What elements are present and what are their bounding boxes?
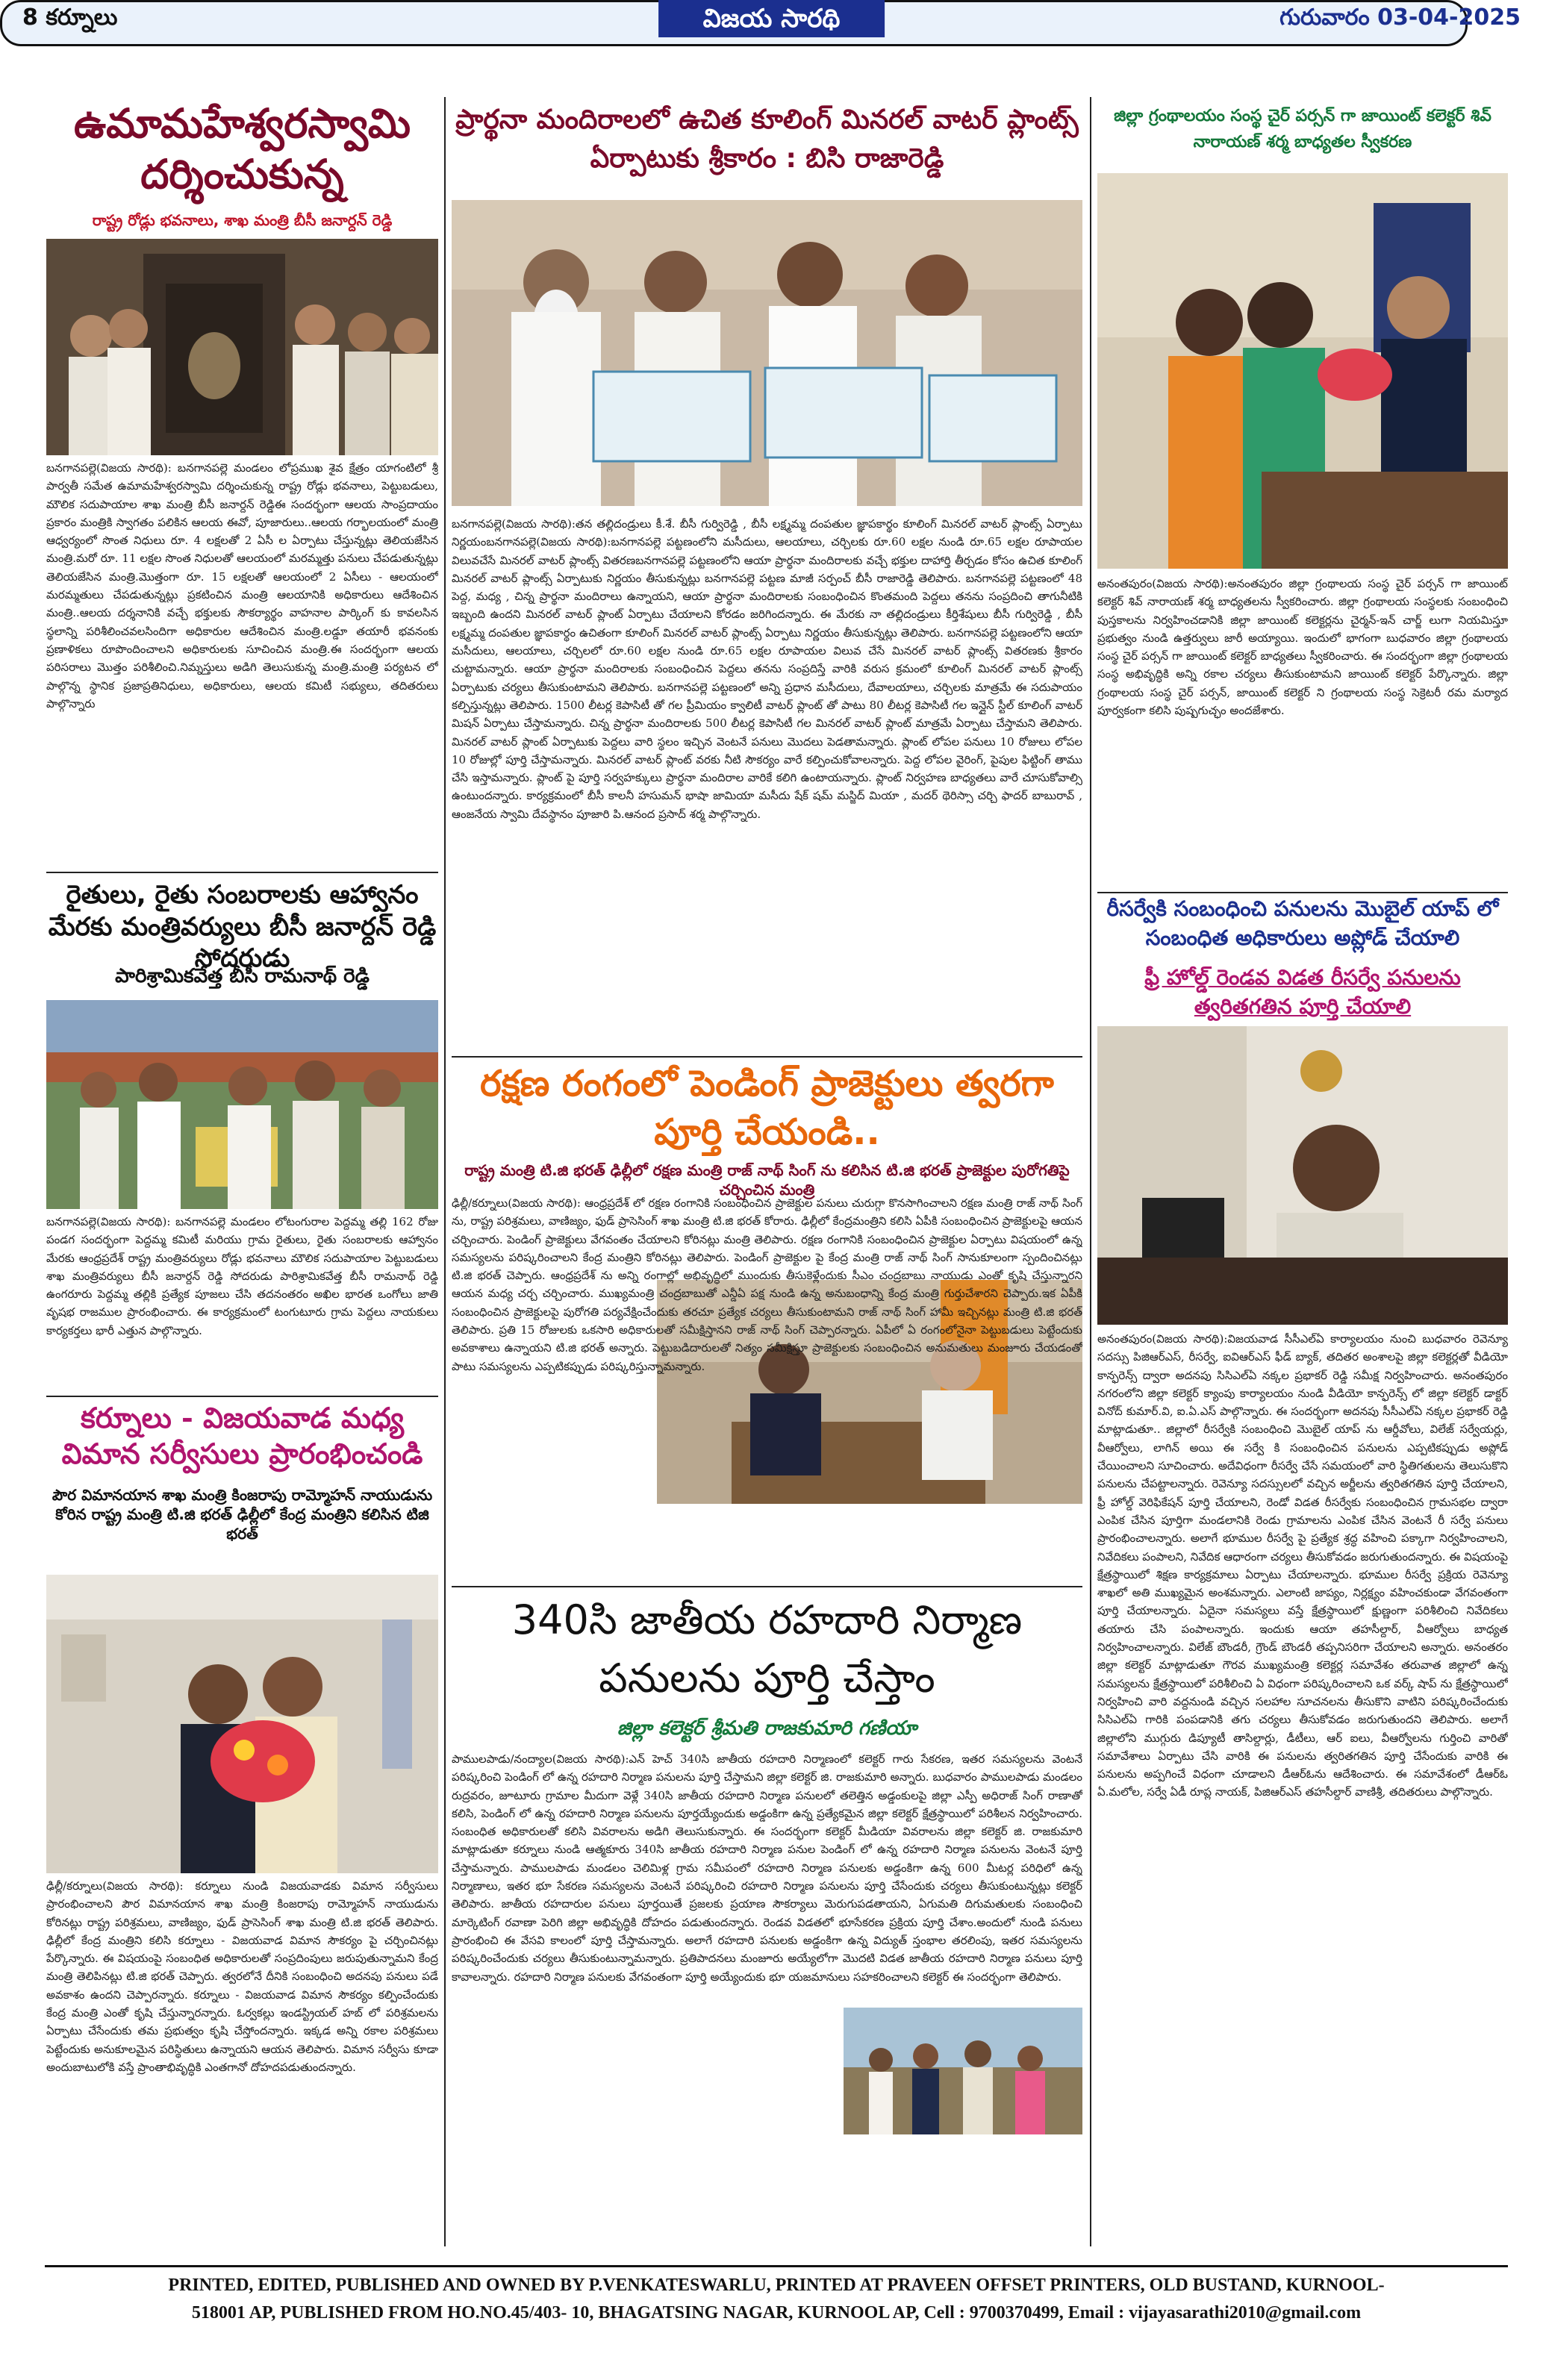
headline-a5: రక్షణ రంగంలో పెండింగ్ ప్రాజెక్టులు త్వరగా పూర్తి చేయండి..: [480, 1063, 1054, 1153]
paper-name: విజయ సారథి: [658, 0, 885, 37]
column-rule: [444, 97, 446, 2246]
subhead-a8: ఫ్రీ హోల్డ్ రెండవ విడత రీసర్వే పనులను త్వరితగతిన పూర్తి చేయాలి: [1144, 965, 1461, 1019]
subhead-a5: రాష్ట్ర మంత్రి టి.జి భరత్ ఢిల్లీలో రక్షణ మంత్రి రాజ్ నాథ్ సింగ్ ను కలిసిన టి.జి భరత్ ప్రాజెక్టుల పురోగతిపై చర్చించిన మంత్రి: [464, 1161, 1070, 1199]
collector-video-conference-photo: [1097, 1026, 1508, 1325]
column-rule: [1090, 97, 1091, 2246]
body-a1: బనగానపల్లె(విజయ సారథి): బనగానపల్లె మండలం లోప్రముఖ శైవ క్షేత్రం యాగంటిలో శ్రీ పార్వతీ సమేత ఉమామహేశ్వరస్వామి దర్శించుకున్న రాష్ట్ర రోడ్లు భవనాలు, పెట్టుబడులు, మౌలిక సదుపాయాల శాఖ మంత్రి బీసీ జనార్దన్ రెడ్డిఈ సందర్భంగా ఆలయ సాంప్రదాయం ప్రకారం మంత్రికి స్వాగతం పలికిన ఆలయ ఈవో, పూజారులు..ఆలయ గర్భాలయంలో మంత్రి ఆధ్వర్యంలో సొంత నిధులు రూ. 4 లక్షలతో 2 ఏసీ ల ఏర్పాటు చేస్తున్నట్లు తెలియజేసిన మంత్రి.మరో రూ. 11 లక్షల సొంత నిధులతో ఆలయంలో మరమ్మత్తు పనులు చేపడుతున్నట్లు తెలియజేసిన మంత్రి.మొత్తంగా రూ. 15 లక్షలతో ఆలయంలో 2 ఏసీలు - ఆలయంలో మరమ్మతులు చేపడుతున్నట్లు ప్రకటించిన మంత్రి ఆలయానికి అధికారులు ఆదేశించిన మంత్రి..ఆలయ దర్శనానికి వచ్చే భక్తులకు సౌకర్యార్థం వాహనాల పార్కింగ్ కు కావలసిన స్థలాన్ని పరిశీలించవలసిందిగా అధికారుల ఆదేశించిన మంత్రి.లడ్డూ తయారీ భవనంకు ప్రణాళికలు రూపొందించాలని అధికారులకు సూచించిన మంత్రి.ఈ సందర్భంగా ఆలయ పరిసరాలు మొత్తం పరిశీలించి.నిమ్నస్తులు అడిగి తెలుసుకున్న మంత్రి.మంత్రి పర్యటన లో పాల్గొన్న స్థానిక ప్రజాప్రతినిధులు, అధికారులు, ఆలయ కమిటీ సభ్యులు, తదితరులు పాల్గొన్నారు: [46, 461, 438, 710]
library-chairperson-photo: [1097, 173, 1508, 569]
headline-a2: రైతులు, రైతు సంబరాలకు ఆహ్వానం మేరకు మంత్రివర్యులు బీసీ జనార్దన్ రెడ్డి సోదరుడు: [48, 880, 437, 973]
issue-date: గురువారం 03-04-2025: [1279, 4, 1521, 31]
body-a7: అనంతపురం(విజయ సారథి):అనంతపురం జిల్లా గ్రంథాలయ సంస్థ చైర్ పర్సన్ గా జాయింట్ కలెక్టర్ శివ్ నారాయణ్ శర్మ బాధ్యతలను స్వీకరించారు. జిల్లా గ్రంథాలయ సంస్థలకు సంబంధించి పుస్తకాలను నిర్వహించడానికి జిల్లా జాయింట్ కలెక్టర్లను చైర్మన్-ఇన్ చార్జ్ లుగా నియమిస్తూ ప్రభుత్వం నుండి ఉత్తర్వులు జారీ అయ్యాయి. ఇందులో భాగంగా బుధవారం జిల్లా గ్రంథాలయ సంస్థ చైర్ పర్సన్ గా జాయింట్ కలెక్టర్ బాధ్యతలు స్వీకరించారు. ఈ సందర్భంగా జిల్లా గ్రంథాలయ సంస్థ అభివృద్ధికి అన్ని రకాల చర్యలు తీసుకుంటామని జాయింట్ కలెక్టర్ పేర్కొన్నారు. జిల్లా గ్రంథాలయ సంస్థ చైర్ పర్సన్, జాయింట్ కలెక్టర్ ని గ్రంథాలయ సంస్థ సెక్రెటరీ రమ మర్యాద పూర్వకంగా కలిసి పుష్పగుచ్ఛం అందజేశారు.: [1097, 577, 1508, 718]
body-a2: బనగానపల్లె(విజయ సారథి): బనగానపల్లె మండలం లోటంగురాల పెద్దమ్మ తల్లి 162 రోజు పండగ సందర్భంగా పెద్దమ్మ కమిటీ మరియు గ్రామ రైతులు, రైతు సంబరాలకు ఆహ్వానం మేరకు ఆంధ్రప్రదేశ్ రాష్ట్ర మంత్రివర్యులు రోడ్లు భవనాలు మౌలిక సదుపాయాల పెట్టుబడులు శాఖ మంత్రివర్యులు బీసీ జనార్దన్ రెడ్డి సోదరుడు పారిశ్రామికవేత్త బీసీ రామనాథ్ రెడ్డి ఉంగరూరు పెద్దమ్మ తల్లికి ప్రత్యేక పూజలు చేసి తదనంతరం అఖిల భారత ఒంగోలు జాతి వృషభ రాజముల ప్రారంభించారు. ఈ కార్యక్రమంలో టంగుటూరు గ్రామ పెద్దలు నాయకులు కార్యకర్తలు భారీ ఎత్తున పాల్గొన్నారు.: [46, 1215, 438, 1337]
headline-a1: ఉమామహేశ్వరస్వామి దర్శించుకున్న: [74, 99, 411, 198]
body-a5: ఢిల్లీ/కర్నూలు(విజయ సారథి): ఆంధ్రప్రదేశ్ లో రక్షణ రంగానికి సంబంధించిన ప్రాజెక్టుల పనులు చురుగ్గా కొనసాగించాలని రక్షణ మంత్రి రాజ్ నాథ్ సింగ్ ను, రాష్ట్ర పరిశ్రమలు, వాణిజ్యం, ఫుడ్ ప్రాసెసింగ్ శాఖ మంత్రి టి.జి భరత్ కోరారు. ఢిల్లీలో కేంద్రమంత్రిని కలిసి ఏపీకి సంబంధించిన ప్రాజెక్టులపై ఆయన చర్చించారు. పెండింగ్ ప్రాజెక్టులు వేగవంతం చేయాలని కోరినట్లు మంత్రి తెలిపారు. రక్షణ రంగానికి సంబంధించిన ప్రాజెక్టుల ఏర్పాటు విషయంలో ఉన్న సమస్యలను పరిష్కరించాలని కేంద్ర మంత్రిని కోరినట్లు తెలిపారు. పెండింగ్ ప్రాజెక్టుల పై కేంద్ర మంత్రి రాజ్ నాథ్ సింగ్ సానుకూలంగా స్పందించినట్లు టి.జి భరత్ చెప్పారు. ఆంధ్రప్రదేశ్ ను అన్ని రంగాల్లో అభివృద్ధిలో ముందుకు తీసుకెళ్లేందుకు సీఎం చంద్రబాబు నాయుడు ఎంతో కృషి చేస్తున్నారని ఆయన మధ్య చర్చ చర్చించారు. ముఖ్యమంత్రి చంద్రబాబుతో ఎన్డీఏ పక్ష నుండి ఉన్న అనుబంధాన్ని కేంద్ర మంత్రి గుర్తుచేశారని చెప్పారు.ఇక ఏపీకి సంబంధించిన ప్రాజెక్టులపై పురోగతి పర్యవేక్షించేందుకు తరచూ ప్రత్యేక చర్యలు తీసుకుంటామని రాజ్ నాథ్ సింగ్ హామీ ఇచ్చినట్లు మంత్రి టి.జి భరత్ తెలిపారు. ప్రతి 15 రోజులకు ఒకసారి అధికారులతో సమీక్షిస్తానని రాజ్ నాథ్ సింగ్ చెప్పారన్నారు. ఏపీలో ఏ రంగంలోనైనా పెట్టుబడులు పెట్టేందుకు అవకాశాలు ఉన్నాయని టి.జి భరత్ అన్నారు. పెట్టుబడిదారులతో నిత్యం సమీక్షిస్తూ ప్రాజెక్టులకు సంబంధించిన అనుమతులు మంజూరు చేయడంతో పాటు సమస్యలను ఎప్పటికప్పుడు పరిష్కరిస్తున్నామన్నారు.: [452, 1196, 1082, 1373]
imprint-line-1: PRINTED, EDITED, PUBLISHED AND OWNED BY P.VENKATESWARLU, PRINTED AT PRAVEEN OFFSET PRINTERS, OLD BUSTAND, KURNOOL-: [168, 2276, 1385, 2295]
subhead-a1: రాష్ట్ర రోడ్లు భవనాలు, శాఖ మంత్రి బీసీ జనార్దన్ రెడ్డి: [92, 211, 393, 229]
water-plant-launch-photo: [452, 200, 1082, 506]
body-a3: ఢిల్లీ/కర్నూలు(విజయ సారథి): కర్నూలు నుండి విజయవాడకు విమాన సర్వీసులు ప్రారంభించాలని పౌర విమానయాన శాఖ మంత్రి కింజరాపు రామ్మోహన్ నాయుడును కోరినట్లు రాష్ట్ర పరిశ్రమలు, వాణిజ్యం, ఫుడ్ ప్రాసెసింగ్ శాఖ మంత్రి టి.జి భరత్ తెలిపారు. ఢిల్లీలో కేంద్ర మంత్రిని కలిసి కర్నూలు - విజయవాడ విమాన సౌకర్యం పై చర్చించినట్లు పేర్కొన్నారు. ఈ విషయంపై సంబంధిత అధికారులతో సంప్రదింపులు జరుపుతున్నామని కేంద్ర మంత్రి తెలిపినట్లు టి.జి భరత్ చెప్పారు. త్వరలోనే దీనికి సంబంధించి అదనపు పనులు పడే అవకాశం ఉందని చెప్పారన్నారు. కర్నూలు - విజయవాడ విమాన సౌకర్యం కల్పించేందుకు కేంద్ర మంత్రి ఎంతో కృషి చేస్తున్నారన్నారు. ఓర్వకల్లు ఇండస్ట్రియల్ హబ్ లో పరిశ్రమలను ఏర్పాటు చేసేందుకు తమ ప్రభుత్వం కృషి చేస్తోందన్నారు. ఇక్కడ అన్ని రకాల పరిశ్రమలు పెట్టేందుకు అనుకూలమైన పరిస్థితులు ఉన్నాయని ఆయన తెలిపారు. విమాన సర్వీసు కూడా అందుబాటులోకి వస్తే ప్రాంతాభివృద్ధికి ఎంతగానో దోహదపడుతుందన్నారు.: [46, 1879, 438, 2074]
headline-a8: రీసర్వేకి సంబంధించి పనులను మొబైల్ యాప్ లో సంబంధిత అధికారులు అప్లోడ్ చేయాలి: [1106, 896, 1499, 951]
kinjarapu-meeting-photo: [46, 1575, 438, 1873]
headline-a6: 340సి జాతీయ రహదారి నిర్మాణ పనులను పూర్తి చేస్తాం: [511, 1596, 1023, 1702]
headline-a4: ప్రార్థనా మందిరాలలో ఉచిత కూలింగ్ మినరల్ వాటర్ ప్లాంట్స్ ఏర్పాటుకు శ్రీకారం : బిసి రాజారెడ్డి: [455, 104, 1079, 175]
divider: [46, 872, 438, 873]
divider: [452, 1056, 1082, 1058]
divider: [452, 1586, 1082, 1587]
page-label: 8 కర్నూలు: [22, 4, 118, 31]
temple-darshan-photo: [46, 239, 438, 455]
headline-a3: కర్నూలు - విజయవాడ మధ్య విమాన సర్వీసులు ప్రారంభించండి: [61, 1401, 423, 1470]
imprint-footer: [45, 2265, 1508, 2355]
divider: [46, 1396, 438, 1397]
subhead-a6: జిల్లా కలెక్టర్ శ్రీమతి రాజకుమారి గణియా: [617, 1717, 917, 1740]
subhead-a2: పారిశ్రామికవేత్త బీసీ రామనాథ్ రెడ్డి: [115, 965, 370, 987]
body-a8: అనంతపురం(విజయ సారథి):విజయవాడ సీసీఎల్ఏ కార్యాలయం నుంచి బుధవారం రెవెన్యూ సదస్సు పిజిఆర్ఎస్, రీసర్వే, ఐవిఆర్ఎస్ ఫీడ్ బ్యాక్, తదితర అంశాలపై జిల్లా కలెక్టర్లతో వీడియో కాన్ఫరెన్స్ ద్వారా అదనపు సిసిఎల్ఏ నక్కల ప్రభాకర్ రెడ్డి సమీక్ష నిర్వహించారు. అనంతపురం నగరంలోని జిల్లా కలెక్టర్ క్యాంపు కార్యాలయం నుండి వీడియో కాన్ఫరెన్స్ లో జిల్లా కలెక్టర్ డాక్టర్ వినోద్ కుమార్.వి, ఐ.ఏ.ఎస్ పాల్గొన్నారు. ఈ సందర్భంగా అదనపు సీసీఎల్ఏ నక్కల ప్రభాకర్ రెడ్డి మాట్లాడుతూ.. జిల్లాలో రీసర్వేకి సంబంధించి మొబైల్ యాప్ ను ఆర్డీవోలు, విలేజ్ సర్వేయర్లు, వీఆర్వోలు, లాగిన్ అయి ఈ సర్వే కి సంబంధించిన పనులను ఎప్పటికప్పుడు అప్లోడ్ చేయించాలని సూచించారు. అదేవిధంగా రీసర్వే చేసే సమయంలో వారి స్థితిగతులను తెలుసుకొని పనులను చేపట్టాలన్నారు. రెవెన్యూ సదస్సులలో వచ్చిన అర్జీలను త్వరితగతిన పూర్తి చేయాలని, ఫ్రీ హోల్డ్ వెరిఫికేషన్ పూర్తి చేయాలని, రెండో విడత రీసర్వేకు సంబంధించిన గ్రామసభల ద్వారా ఎంపిక చేసిన పూర్తిగా మండలానికి రెండు గ్రామాలను ఎంపిక చేసిన వెంటనే రీ సర్వే పనులు ప్రారంభించాలన్నారు. అలాగే భూముల రీసర్వే పై ప్రత్యేక శ్రద్ధ వహించి పక్కాగా నిర్వహించాలని, నివేదికలు పంపాలని, నివేదిక ఆధారంగా చర్యలు తీసుకోవడం జరుగుతుందన్నారు. ఈ విషయంపై క్షేత్రస్థాయిలో శిక్షణ కార్యక్రమాలు ఏర్పాటు చేయాలన్నారు. భూముల రీసర్వే ప్రక్రియ రెవెన్యూ శాఖలో అతి ముఖ్యమైన అంశమన్నారు. ఎలాంటి జాప్యం, నిర్లక్ష్యం వహించకుండా వేగవంతంగా పూర్తి చేయాలన్నారు. ఏదైనా సమస్యలు వస్తే క్షేత్రస్థాయిలో క్షుణ్ణంగా పరిశీలించి నివేదికలు తయారు చేసి పంపాలన్నారు. ఇందుకు ఆయా తహసీల్దార్, వీఆర్వోలు బాధ్యత నిర్వహించాలన్నారు. విలేజ్ బౌండరీ, గ్రౌండ్ బౌండరీ తప్పనిసరిగా చేయాలని అన్నారు. అనంతరం జిల్లా కలెక్టర్ మాట్లాడుతూ గౌరవ ముఖ్యమంత్రి కలెక్టర్ల సమావేశం తరువాత జిల్లాలో ఉన్న సమస్యలను క్షేత్రస్థాయిలో పరిశీలించి ఏ విధంగా పరిష్కరించాలని ఒక వర్క్ షాప్ ను క్షేత్రస్థాయిలో నిర్వహించి వారి వద్దనుండి వచ్చిన సలహాల సూచనలను తీసుకొని వాటిని పరిష్కరించేందుకు సిసిఎల్ఏ గారికి పంపడానికి తగు చర్యలు తీసుకోవడం జరుగుతుందని తెలిపారు. అలాగే జిల్లాలోని ముగ్గురు డిప్యూటీ తాసిల్దార్లు, డీటీలు, ఆర్ ఐలు, వీఆర్వోలను గుర్తించి వారితో సమావేశాలు ఏర్పాటు చేసి వారికి ఈ పనులను త్వరితగతిన పూర్తి చేసేందుకు వారికి ఈ పనులను అప్పగించే విధంగా చూడాలని డీఆర్ఓను ఆదేశించారు. ఈ సమావేశంలో డీఆర్ఓ ఏ.మలోల, సర్వే ఏడీ రూప్ల నాయక్, పిజిఆర్ఎస్ తహసీల్దార్ వాణిశ్రీ, తదితరులు పాల్గొన్నారు.: [1097, 1332, 1508, 1799]
imprint-line-2: 518001 AP, PUBLISHED FROM HO.NO.45/403- 10, BHAGATSING NAGAR, KURNOOL AP, Cell : 9700370499, Email : vijayasarathi2010@gmail.com: [191, 2303, 1362, 2323]
masthead: [0, 0, 1521, 46]
headline-a7: జిల్లా గ్రంథాలయం సంస్థ చైర్ పర్సన్ గా జాయింట్ కలెక్టర్ శివ్ నారాయణ్ శర్మ బాధ్యతల స్వీకరణ: [1114, 107, 1491, 152]
subhead-a3: పౌర విమానయాన శాఖ మంత్రి కింజరాపు రామ్మోహన్ నాయుడును కోరిన రాష్ట్ర మంత్రి టి.జి భరత్ ఢిల్లీలో కేంద్ర మంత్రిని కలిసిన టిజి భరత్: [52, 1486, 433, 1543]
rythu-sambaralu-photo: [46, 1000, 438, 1209]
body-a6: పాములపాడు/నంద్యాల(విజయ సారథి):ఎన్ హెచ్ 340సి జాతీయ రహదారి నిర్మాణంలో కలెక్టర్ గారు సేకరణ, ఇతర సమస్యలను వెంటనే పరిష్కరించి పెండింగ్ లో ఉన్న రహదారి నిర్మాణ పనులను పూర్తి చేస్తామని జిల్లా కలెక్టర్ జి. రాజకుమారి అన్నారు. బుధవారం పాములపాడు మండలం రుద్రవరం, జూటూరు గ్రామాల మీదుగా వెళ్లే 340సి జాతీయ రహదారి నిర్మాణ పనులలో తలెత్తిన అడ్డంకులపై జిల్లా ఎస్పీ అధిరాజ్ సింగ్ రాణాతో కలిసి, పెండింగ్ లో ఉన్న రహదారి నిర్మాణ పనులను పూర్తయ్యేందుకు అడ్డంకిగా ఉన్న ప్రత్యేకమైన జిల్లా కలెక్టర్ క్షేత్రస్థాయిలో పరిశీలన నిర్వహించారు. సంబంధిత అధికారులతో కలిసి వివరాలను అడిగి తెలుసుకున్నారు. ఈ సందర్భంగా కలెక్టర్ మీడియా వివరాలను జిల్లా కలెక్టర్ జి. రాజకుమారి మాట్లాడుతూ కర్నూలు నుండి ఆత్మకూరు 340సి జాతీయ రహదారి నిర్మాణ పనుల పెండింగ్ లో ఉన్న రహదారి నిర్మాణ పనులను వెంటనే పూర్తి చేస్తామన్నారు. పాములపాడు మండలం చెలిమిళ్ల గ్రామ సమీపంలో రహదారి నిర్మాణ పనులకు అడ్డంకిగా ఉన్న 600 మీటర్ల పరిధిలో ఉన్న నిర్మాణాలు, ఇతర భూ సేకరణ సమస్యలను వెంటనే పరిష్కరించి రహదారి నిర్మాణ పనులను పూర్తి చేసేందుకు చర్యలు తీసుకుంటున్నట్లు కలెక్టర్ తెలిపారు. జాతీయ రహదారుల పనులు పూర్తయితే ప్రజలకు ప్రయాణ సౌకర్యాలు మెరుగుపడతాయని, ఏగుమతి దిగుమతులకు సంబంధించి మార్కెటింగ్ రవాణా పెరిగి జిల్లా అభివృద్ధికి దోహదం పడుతుందన్నారు. రెండవ విడతలో భూసేకరణ ప్రక్రియ పూర్తి చేశాం.అందులో నుండి పనులు ప్రారంభించి ఈ వేసవి కాలంలో పూర్తి చేస్తామన్నారు. అలాగే రహదారి పనులకు అడ్డంకిగా ఉన్న విద్యుత్ స్తంభాల తరలింపు, ఇతర సమస్యలను పరిష్కరించేందుకు చర్యలు తీసుకుంటున్నామన్నారు. ప్రతిపాదనలు మంజూరు అయ్యేలోగా మొదటి విడత జాతీయ రహదారి నిర్మాణ పనులు పూర్తి కావాలన్నారు. రహదారి నిర్మాణ పనులకు వేగవంతంగా పూర్తి అయ్యేందుకు భూ యజమానులు సహకరించాలని కలెక్టర్ ఈ సందర్భంగా తెలిపారు.: [452, 1752, 1082, 1984]
divider: [1097, 892, 1508, 893]
body-a4: బనగానపల్లె(విజయ సారథి):తన తల్లిదండ్రులు కీ.శే. బీసీ గుర్విరెడ్డి , బీసీ లక్ష్మమ్మ దంపతుల జ్ఞాపకార్థం కూలింగ్ మినరల్ వాటర్ ప్లాంట్స్ ఏర్పాటు నిర్ణయంబనగానపల్లె(విజయ సారథి):బనగానపల్లె పట్టణంలోని మసీదులు, ఆలయాలు, చర్చిలకు రూ.60 లక్షల నుండి రూ.65 లక్షల రూపాయల విలువచేసే మినరల్ వాటర్ ప్లాంట్స్ వితరణబనగానపల్లె పట్టణంలోని ఆయా ప్రార్థనా మందిరాలకు వచ్చే భక్తుల దాహార్తి తీర్చడం కోసం ఉచిత కూలింగ్ మినరల్ వాటర్ ప్లాంట్స్ ఏర్పాటుకు నిర్ణయం తీసుకున్నట్లు బనగానపల్లె పట్టణ మాజీ సర్పంచ్ బీసీ రాజారెడ్డి తెలిపారు. బనగానపల్లె పట్టణంలో 48 పెద్ద, మధ్య , చిన్న ప్రార్థనా మందిరాలు ఉన్నాయని, ఆయా ప్రార్థనా మందిరాలకు సంబంధించిన కొంతమంది పెద్దలు తనను సంప్రదించి తాగునీటికి ఇబ్బంది ఉందని మినరల్ వాటర్ ప్లాంట్ ఏర్పాటు చేయాలని కోరడం జరిగిందన్నారు. ఈ మేరకు నా తల్లిదండ్రులు కీర్తిశేషులు బీసీ గుర్విరెడ్డి , బీసీ లక్ష్మమ్మ దంపతుల జ్ఞాపకార్థం ఉచితంగా కూలింగ్ మినరల్ వాటర్ ప్లాంట్స్ ఏర్పాటు నిర్ణయం తీసుకున్నట్లు తెలిపారు. బనగానపల్లె పట్టణంలోని ఆయా మసీదులు, ఆలయాలు, చర్చిలలో రూ.60 లక్షల నుండి రూ.65 లక్షల రూపాయల విలువ చేసే మినరల్ వాటర్ ప్లాంట్స్ వితరణకు శ్రీకారం చుట్టామన్నారు. ఆయా ప్రార్థనా మందిరాలకు సంబంధించిన పెద్దలు తనను సంప్రదిస్తే వారికి వరుస క్రమంలో కూలింగ్ మినరల్ వాటర్ ప్లాంట్స్ ఏర్పాటుకు చర్యలు తీసుకుంటామని తెలిపారు. బనగానపల్లె పట్టణంలో అన్ని ప్రధాన మసీదులు, దేవాలయాలు, చర్చిలకు మాత్రమే ఈ సదుపాయం కల్పిస్తున్నట్లు తెలిపారు. 1500 లీటర్ల కెపాసిటీ తో గల ప్రీమియం క్వాలిటీ వాటర్ ప్లాంట్ తో పాటు 80 లీటర్ల కెపాసిటీ గల ఇన్లైన్ స్టీల్ కూలింగ్ వాటర్ మిషన్ ఏర్పాటు చేస్తామన్నారు. చిన్న ప్రార్థనా మందిరాలకు 500 లీటర్ల కెపాసిటీ గల మినరల్ వాటర్ ప్లాంట్ మాత్రమే ఏర్పాటు చేస్తామని తెలిపారు. మినరల్ వాటర్ ప్లాంట్ ఏర్పాటుకు పెద్దలు వారి స్థలం ఇచ్చిన వెంటనే పనులు మొదలు పెడతామన్నారు. ప్లాంట్ లోపల పనులు 10 రోజులు లోపల 10 రోజుల్లో పూర్తి చేస్తామన్నారు. మినరల్ వాటర్ ప్లాంట్ వరకు నీటి సౌకర్యం వారే కల్పించుకోవాలన్నారు. పెద్ద లోపల వైరింగ్, పైపుల ఫిట్టింగ్ తాము చేసి ఇస్తామన్నారు. ప్లాంట్ పై పూర్తి సర్వహక్కులు ప్రార్థనా మందిరాల వారికే కలిగి ఉంటాయన్నారు. ప్లాంట్ నిర్వహణ బాధ్యతలు వారే చూసుకోవాల్సి ఉంటుందన్నారు. కార్యక్రమంలో బీసీ కాలనీ హసుమన్ భాషా జామియా మసీదు షేక్ షమ్ మస్జిద్ మియా , మదర్ థెరిస్సా చర్చి ఫాదర్ బాబురావ్ , ఆంజనేయ స్వామి దేవస్థానం పూజారి పి.ఆనంద ప్రసాద్ శర్మ పాల్గొన్నారు.: [452, 517, 1082, 821]
